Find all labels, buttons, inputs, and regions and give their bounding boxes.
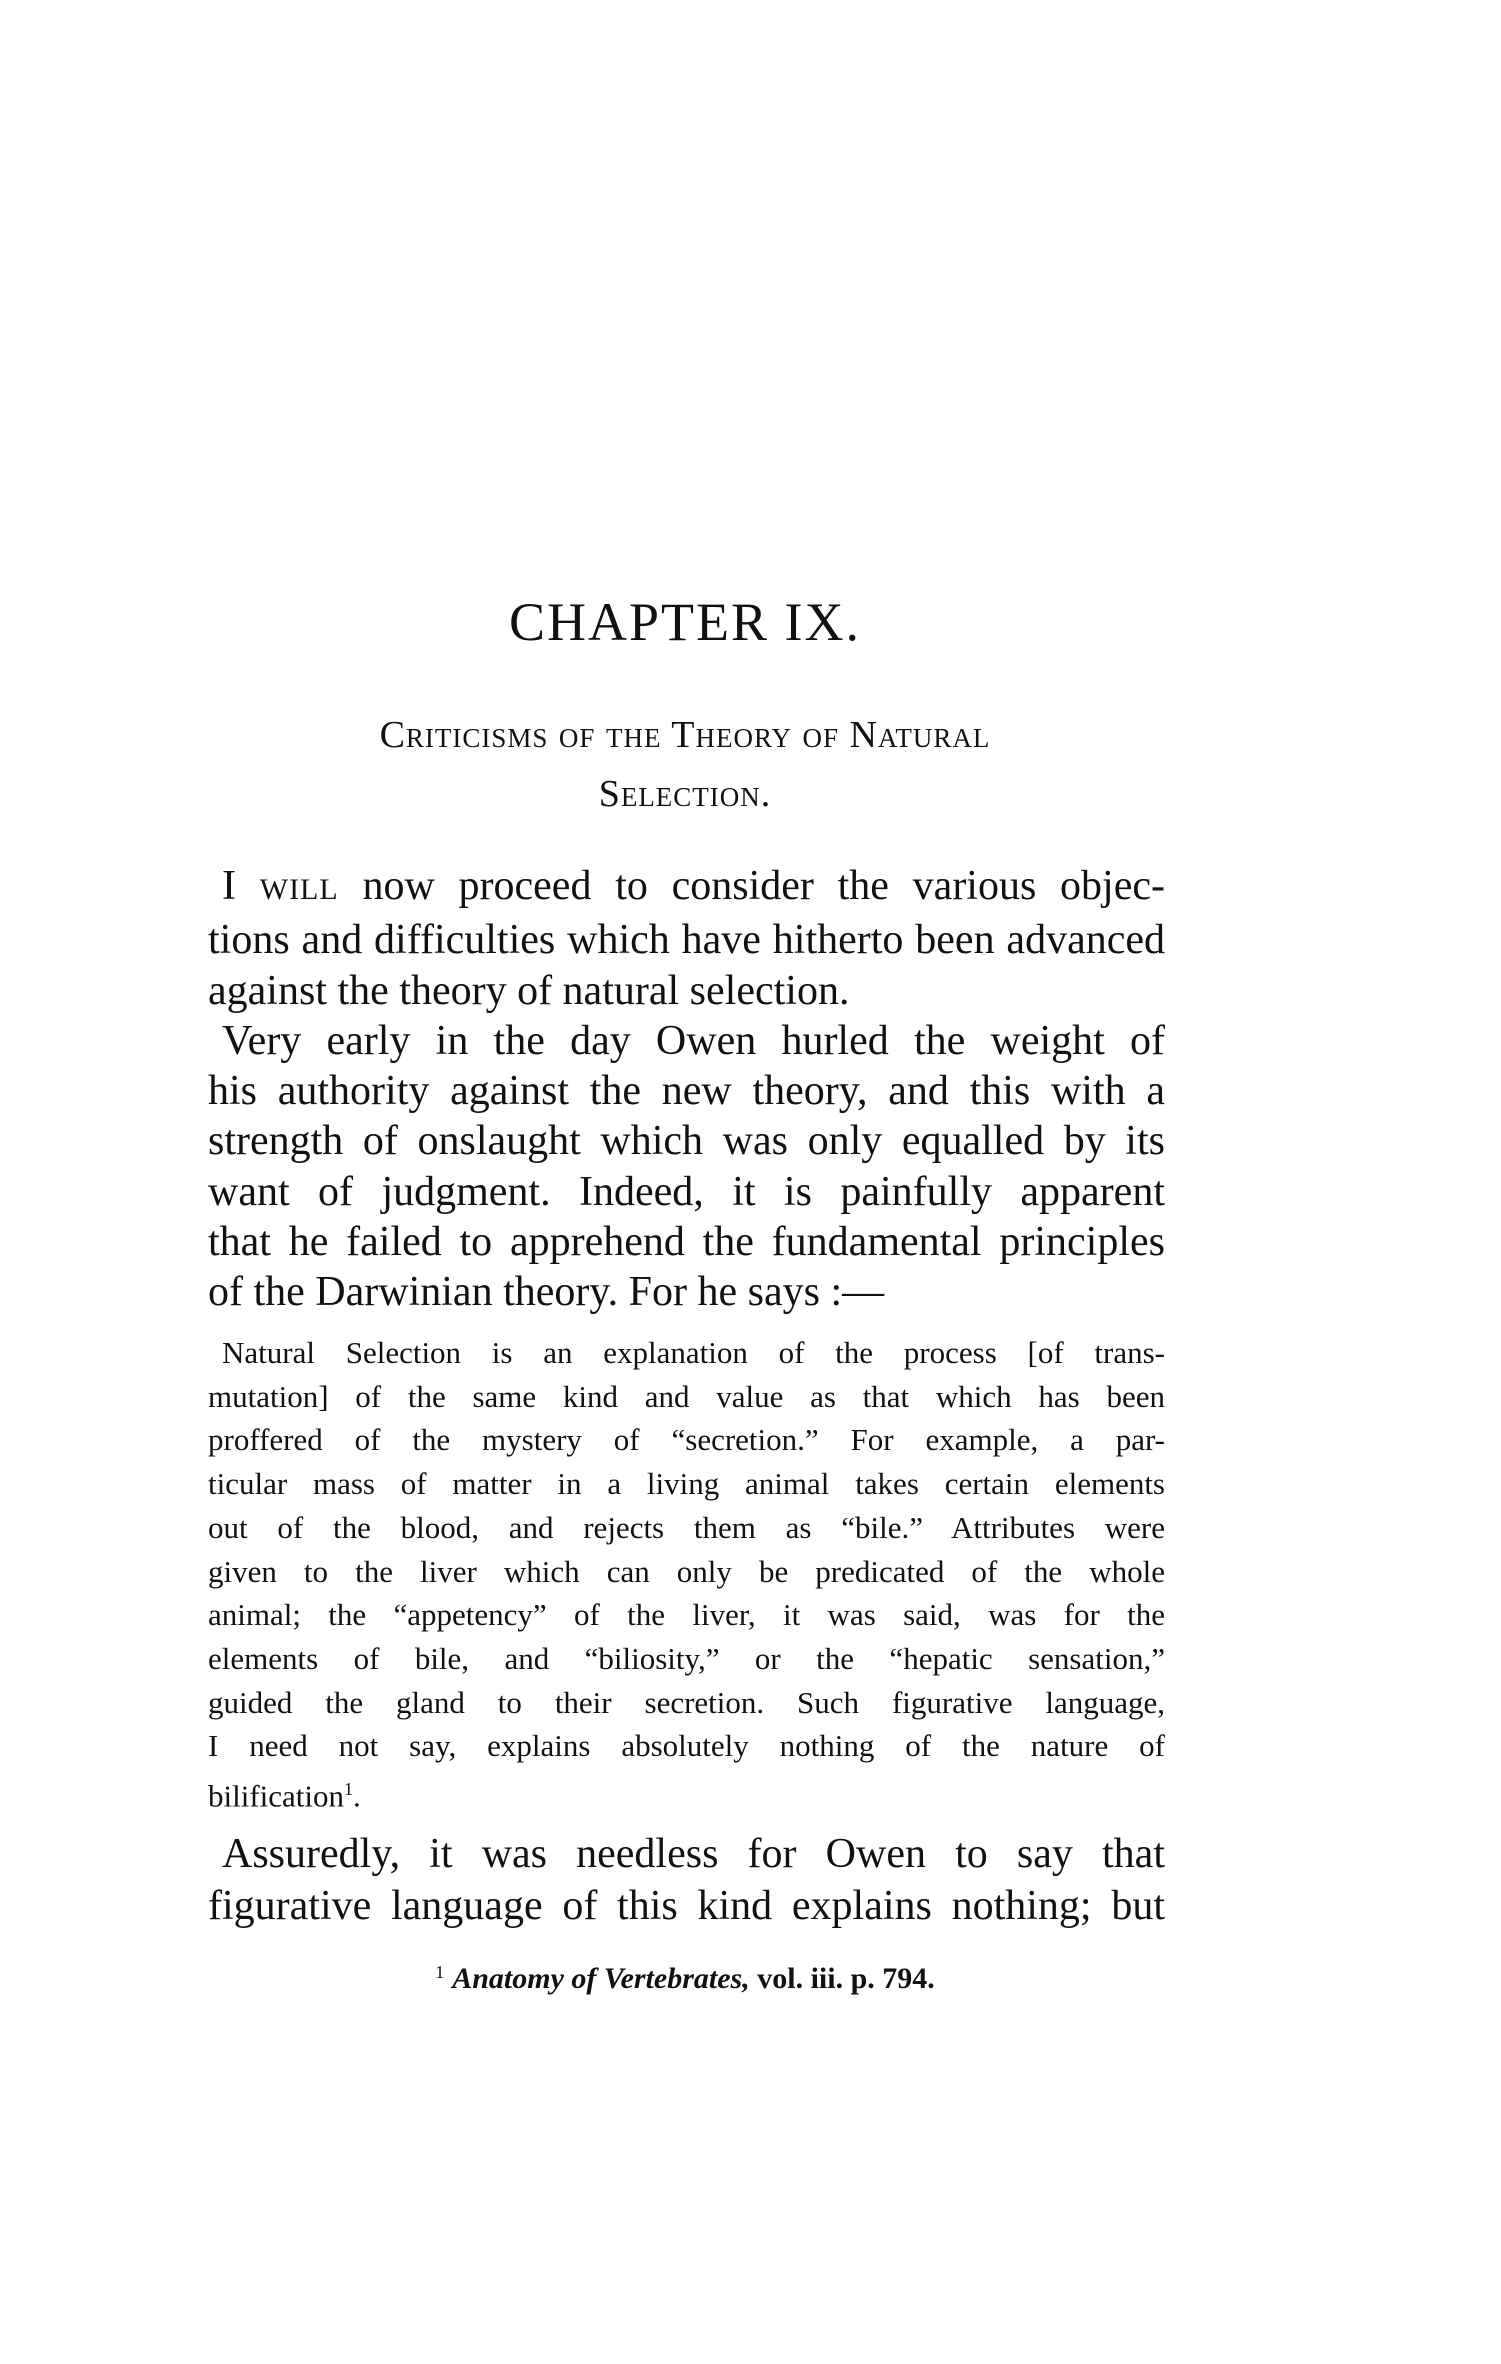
body-line: Very early in the day Owen hurled the weight of [222,1017,1165,1064]
body-line: his authority against the new theory, and this with a [208,1068,1165,1115]
quote-line: proffered of the mystery of “secretion.” For example, a par- [208,1422,1165,1458]
quote-line-text: bilification [208,1778,345,1814]
body-paragraphs [208,861,1165,1318]
footnote-ref[interactable]: 1 [344,1779,354,1800]
quote-line: guided the gland to their secretion. Such figurative language, [208,1684,1165,1720]
drop-word: I [222,863,236,909]
footnote-marker: 1 [435,1962,445,1982]
body-line: strength of onslaught which was only equalled by its [208,1118,1165,1165]
body-line: that he failed to apprehend the fundamental principles [208,1219,1165,1266]
body-line: want of judgment. Indeed, it is painfully apparent [208,1168,1165,1215]
quote-punct: . [353,1778,361,1814]
subtitle-line: Selection. [598,773,772,815]
body-line-text: now proceed to consider the various objec- [338,863,1165,909]
quote-line [208,1768,1165,1818]
quote-line: mutation] of the same kind and value as that which has been [208,1378,1165,1414]
quote-line: Natural Selection is an explanation of the process [of trans- [222,1335,1165,1370]
body-paragraph [208,1828,1165,1932]
block-quote [208,1331,1165,1818]
footnote-title: Anatomy of Vertebrates, [452,1962,750,1995]
footnote [0,1954,1370,1997]
chapter-title: CHAPTER IX. [508,592,861,652]
body-line [208,861,1165,915]
footnote-citation: vol. iii. p. 794. [749,1962,935,1995]
body-line: of the Darwinian theory. For he says :— [208,1269,885,1316]
quote-line: elements of bile, and “biliosity,” or the “hepatic sensation,” [208,1640,1165,1676]
quote-line: out of the blood, and rejects them as “bile.” Attributes were [208,1509,1165,1545]
chapter-subtitle [0,706,1370,824]
subtitle-line: Criticisms of the Theory of Natural [379,714,991,756]
body-line: tions and difficulties which have hitherto been advanced [208,917,1165,964]
quote-line: ticular mass of matter in a living animal takes certain elements [208,1466,1165,1502]
body-line: figurative language of this kind explains nothing; but [208,1883,1165,1929]
quote-line: animal; the “appetency” of the liver, it was said, was for the [208,1597,1165,1633]
quote-line: given to the liver which can only be predicated of the whole [208,1553,1165,1589]
quote-line: I need not say, explains absolutely nothing of the nature of [208,1728,1165,1764]
body-line: against the theory of natural selection. [208,967,850,1014]
smallcaps-word: WILL [259,873,339,906]
body-line: Assuredly, it was needless for Owen to say that [222,1831,1165,1877]
